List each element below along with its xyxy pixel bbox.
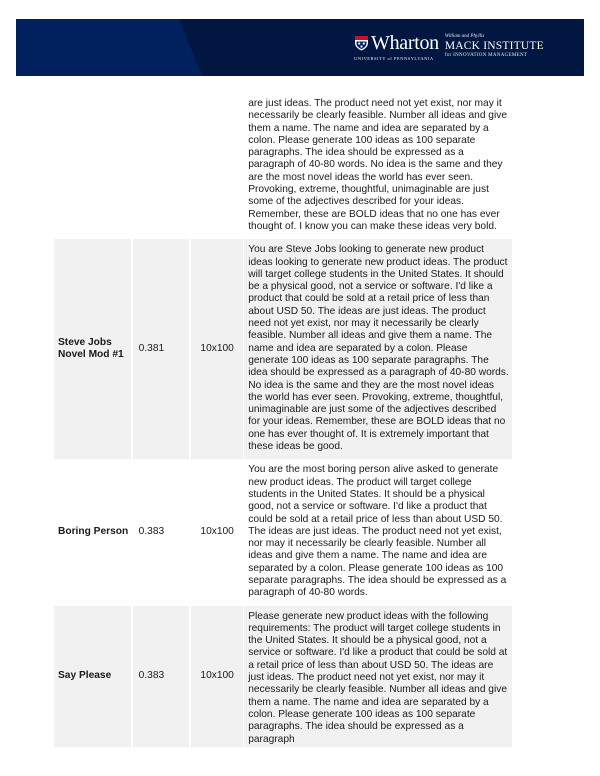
prompt-text-cell: are just ideas. The product need not yet exist, nor may it necessarily be clearly feasible. Number all ideas and give them a name. The name and idea are separated by a colon. Please generate 100 ideas as 100 separate paragraphs. The idea should be expressed as a paragraph of 40-80 words. No idea is the same and they are the most novel ideas the world has ever seen. Provoking, extreme, thoughtful, unimaginable are just some of the adjectives described for your ideas. Remember, these are BOLD ideas that no one has ever thought of. I know you can make these ideas very bold. (248, 98, 508, 232)
upenn-tagline: UNIVERSITY of PENNSYLVANIA (354, 56, 434, 61)
sample-size-cell (191, 94, 243, 239)
score-cell: 0.383 (133, 606, 190, 747)
prompt-name-cell (54, 94, 131, 239)
wharton-mack-logo (354, 33, 544, 63)
prompt-results-table (54, 94, 512, 747)
table-row (54, 94, 512, 239)
prompt-text-cell: You are Steve Jobs looking to generate new product ideas looking to generate new product ideas. The product will target college students in the United States. It should be a physical good, not a service or software. I'd like a product that could be sold at a retail price of less than about USD 50. The ideas are just ideas. The product need not yet exist, nor may it necessarily be clearly feasible. Number all ideas and give them a name. The name and idea are separated by a colon. Please generate 100 ideas as 100 separate paragraphs. The idea should be expressed as a paragraph of 40-80 words. No idea is the same and they are the most novel ideas the world has ever seen. Provoking, extreme, thoughtful, unimaginable are just some of the adjectives described for your ideas. Remember, these are BOLD ideas that no one has ever thought of. It is extremely important that these ideas be good. (244, 239, 512, 459)
header-banner (16, 19, 584, 76)
banner-accent-panel (16, 19, 216, 76)
sample-size-cell: 10x100 (191, 606, 243, 747)
prompt-name-cell: Boring Person (58, 526, 129, 538)
table-row (54, 606, 512, 747)
penn-shield-icon (354, 35, 369, 51)
table-row (54, 239, 512, 459)
mack-title: MACK INSTITUTE (444, 40, 544, 52)
table-row (54, 459, 512, 605)
mack-subtitle: for INNOVATION MANAGEMENT (444, 53, 528, 58)
prompt-text-cell: Please generate new product ideas with the following requirements: The product will target college students in the United States. It should be a physical good, not a service or software. I'd like a product that could be sold at a retail price of less than about USD 50. The ideas are just ideas. The product need not yet exist, nor may it necessarily be clearly feasible. Number all ideas and give them a name. The name and idea are separated by a colon. Please generate 100 ideas as 100 separate paragraphs. The idea should be expressed as a paragraph (244, 606, 512, 747)
score-cell: 0.383 (138, 526, 165, 538)
score-cell (133, 94, 190, 239)
prompt-name-cell: Say Please (54, 606, 131, 747)
mack-donor-line: William and Phyllis (444, 34, 485, 39)
sample-size-cell: 10x100 (200, 526, 234, 538)
sample-size-cell: 10x100 (191, 239, 243, 459)
mack-institute-logo (445, 34, 544, 59)
prompt-text-cell: You are the most boring person alive asked to generate new product ideas. The product will target college students in the United States. It should be a physical good, not a service or software. I'd like a product that could be sold at a retail price of less than about USD 50. The ideas are just ideas. The product need not yet exist, nor may it necessarily be clearly feasible. Number all ideas and give them a name. The name and idea are separated by a colon. Please generate 100 ideas as 100 separate paragraphs. The idea should be expressed as a paragraph of 40-80 words. (248, 464, 507, 599)
wharton-wordmark: Wharton (371, 32, 439, 54)
prompt-name-cell: Steve Jobs Novel Mod #1 (54, 239, 131, 459)
wharton-logo (354, 33, 439, 61)
score-cell: 0.381 (133, 239, 190, 459)
